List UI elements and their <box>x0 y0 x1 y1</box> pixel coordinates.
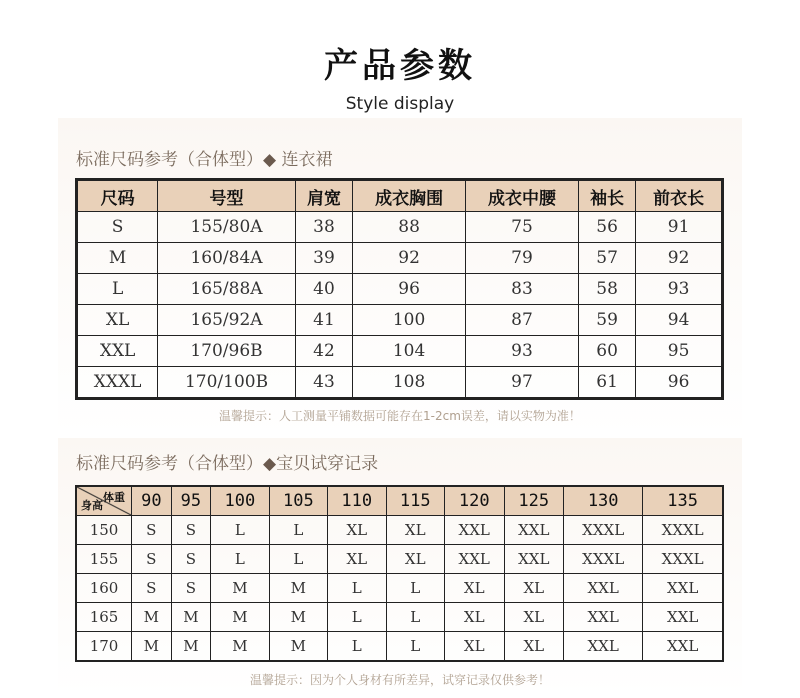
table-cell: L <box>77 274 158 305</box>
size-cell: XXL <box>643 603 723 632</box>
weight-header: 100 <box>211 486 269 516</box>
height-label: 身高 <box>81 499 103 512</box>
table-cell: 100 <box>353 305 466 336</box>
table-cell: 56 <box>578 212 635 243</box>
size-cell: M <box>132 603 172 632</box>
size-cell: L <box>386 632 444 662</box>
table-row <box>77 274 723 305</box>
size-cell: M <box>269 632 327 662</box>
size-cell: XL <box>386 516 444 545</box>
height-cell: 160 <box>76 574 132 603</box>
column-header: 肩宽 <box>295 180 352 212</box>
table-cell: 96 <box>636 367 723 399</box>
table-cell: 92 <box>353 243 466 274</box>
size-cell: XXL <box>504 516 564 545</box>
page-subtitle: Style display <box>345 94 455 114</box>
size-chart-title <box>76 149 332 171</box>
height-cell: 165 <box>76 603 132 632</box>
size-cell: L <box>269 545 327 574</box>
height-cell: 155 <box>76 545 132 574</box>
table-cell: 104 <box>353 336 466 367</box>
size-cell: L <box>328 574 386 603</box>
table-cell: 58 <box>578 274 635 305</box>
table-cell: XXL <box>77 336 158 367</box>
table-cell: 108 <box>353 367 466 399</box>
table-row <box>77 336 723 367</box>
fitting-record-title <box>76 453 378 475</box>
column-header: 前衣长 <box>636 180 723 212</box>
weight-header: 125 <box>504 486 564 516</box>
page-title: 产品参数 <box>324 46 476 86</box>
size-cell: S <box>171 574 211 603</box>
column-header: 袖长 <box>578 180 635 212</box>
table-cell: 97 <box>466 367 579 399</box>
table-cell: 170/100B <box>158 367 296 399</box>
size-cell: XL <box>444 632 504 662</box>
corner-header <box>76 486 132 516</box>
table-header-row <box>77 180 723 212</box>
weight-header: 90 <box>132 486 172 516</box>
table-cell: 94 <box>636 305 723 336</box>
weight-label: 体重 <box>103 491 126 504</box>
table-row <box>77 305 723 336</box>
size-cell: M <box>171 632 211 662</box>
table-cell: XL <box>77 305 158 336</box>
table-cell: 75 <box>466 212 579 243</box>
table-cell: 83 <box>466 274 579 305</box>
size-cell: S <box>171 516 211 545</box>
size-cell: XXL <box>504 545 564 574</box>
size-cell: S <box>171 545 211 574</box>
column-header: 号型 <box>158 180 296 212</box>
weight-header: 120 <box>444 486 504 516</box>
table-cell: 38 <box>295 212 352 243</box>
size-cell: XXXL <box>564 516 643 545</box>
size-chart-table <box>75 178 724 400</box>
size-cell: M <box>269 574 327 603</box>
table-cell: M <box>77 243 158 274</box>
table-cell: 93 <box>636 274 723 305</box>
table-cell: 96 <box>353 274 466 305</box>
table-cell: 95 <box>636 336 723 367</box>
size-cell: XXL <box>444 545 504 574</box>
size-cell: XXXL <box>643 516 723 545</box>
table-row <box>76 632 723 662</box>
size-cell: XXL <box>564 603 643 632</box>
table-row <box>76 603 723 632</box>
weight-header: 105 <box>269 486 327 516</box>
table-cell: 60 <box>578 336 635 367</box>
table-cell: 40 <box>295 274 352 305</box>
table-cell: 61 <box>578 367 635 399</box>
table-cell: 88 <box>353 212 466 243</box>
table-cell: 87 <box>466 305 579 336</box>
weight-header: 130 <box>564 486 643 516</box>
size-cell: XL <box>328 516 386 545</box>
fitting-record-table <box>75 485 724 662</box>
size-cell: XL <box>504 632 564 662</box>
size-chart-title-suffix: 连衣裙 <box>276 150 333 170</box>
table-cell: 165/88A <box>158 274 296 305</box>
table-cell: 155/80A <box>158 212 296 243</box>
weight-header: 115 <box>386 486 444 516</box>
fitting-note: 温馨提示：因为个人身材有所差异，试穿记录仅供参考！ <box>249 673 550 687</box>
column-header: 尺码 <box>77 180 158 212</box>
size-cell: XL <box>444 603 504 632</box>
size-cell: XL <box>386 545 444 574</box>
table-cell: 79 <box>466 243 579 274</box>
table-cell: 39 <box>295 243 352 274</box>
table-row <box>76 545 723 574</box>
size-chart-title-prefix: 标准尺码参考（合体型） <box>76 150 263 170</box>
size-cell: L <box>211 545 269 574</box>
table-cell: 93 <box>466 336 579 367</box>
table-cell: 41 <box>295 305 352 336</box>
table-cell: 165/92A <box>158 305 296 336</box>
table-cell: 43 <box>295 367 352 399</box>
diamond-icon: ◆ <box>263 150 277 170</box>
size-cell: XXL <box>643 574 723 603</box>
table-header-row <box>76 486 723 516</box>
table-cell: 160/84A <box>158 243 296 274</box>
table-row <box>76 516 723 545</box>
size-cell: XL <box>504 603 564 632</box>
size-cell: XL <box>504 574 564 603</box>
size-cell: M <box>211 574 269 603</box>
size-cell: L <box>328 632 386 662</box>
size-cell: XL <box>328 545 386 574</box>
weight-header: 135 <box>643 486 723 516</box>
size-cell: XXL <box>643 632 723 662</box>
weight-header: 95 <box>171 486 211 516</box>
size-cell: M <box>269 603 327 632</box>
table-row <box>77 367 723 399</box>
column-header: 成衣中腰 <box>466 180 579 212</box>
weight-header: 110 <box>328 486 386 516</box>
size-cell: XXL <box>564 632 643 662</box>
size-cell: M <box>171 603 211 632</box>
size-cell: M <box>132 632 172 662</box>
size-cell: S <box>132 516 172 545</box>
size-cell: M <box>211 603 269 632</box>
diamond-icon: ◆ <box>263 454 277 474</box>
table-cell: XXXL <box>77 367 158 399</box>
size-cell: L <box>386 603 444 632</box>
height-cell: 170 <box>76 632 132 662</box>
size-cell: M <box>211 632 269 662</box>
fitting-record-title-suffix: 宝贝试穿记录 <box>276 454 379 474</box>
table-cell: 91 <box>636 212 723 243</box>
measurement-note: 温馨提示：人工测量平铺数据可能存在1-2cm误差，请以实物为准！ <box>219 409 581 423</box>
table-cell: 170/96B <box>158 336 296 367</box>
size-cell: L <box>211 516 269 545</box>
size-cell: L <box>328 603 386 632</box>
table-cell: 92 <box>636 243 723 274</box>
size-cell: L <box>386 574 444 603</box>
size-cell: XXL <box>444 516 504 545</box>
size-cell: XL <box>444 574 504 603</box>
table-row <box>77 212 723 243</box>
size-cell: S <box>132 574 172 603</box>
size-cell: XXL <box>564 574 643 603</box>
size-cell: L <box>269 516 327 545</box>
table-row <box>76 574 723 603</box>
size-cell: XXXL <box>643 545 723 574</box>
size-cell: XXXL <box>564 545 643 574</box>
table-row <box>77 243 723 274</box>
height-cell: 150 <box>76 516 132 545</box>
table-cell: 59 <box>578 305 635 336</box>
column-header: 成衣胸围 <box>353 180 466 212</box>
table-cell: 42 <box>295 336 352 367</box>
fitting-record-title-prefix: 标准尺码参考（合体型） <box>76 454 263 474</box>
table-cell: 57 <box>578 243 635 274</box>
table-cell: S <box>77 212 158 243</box>
size-cell: S <box>132 545 172 574</box>
